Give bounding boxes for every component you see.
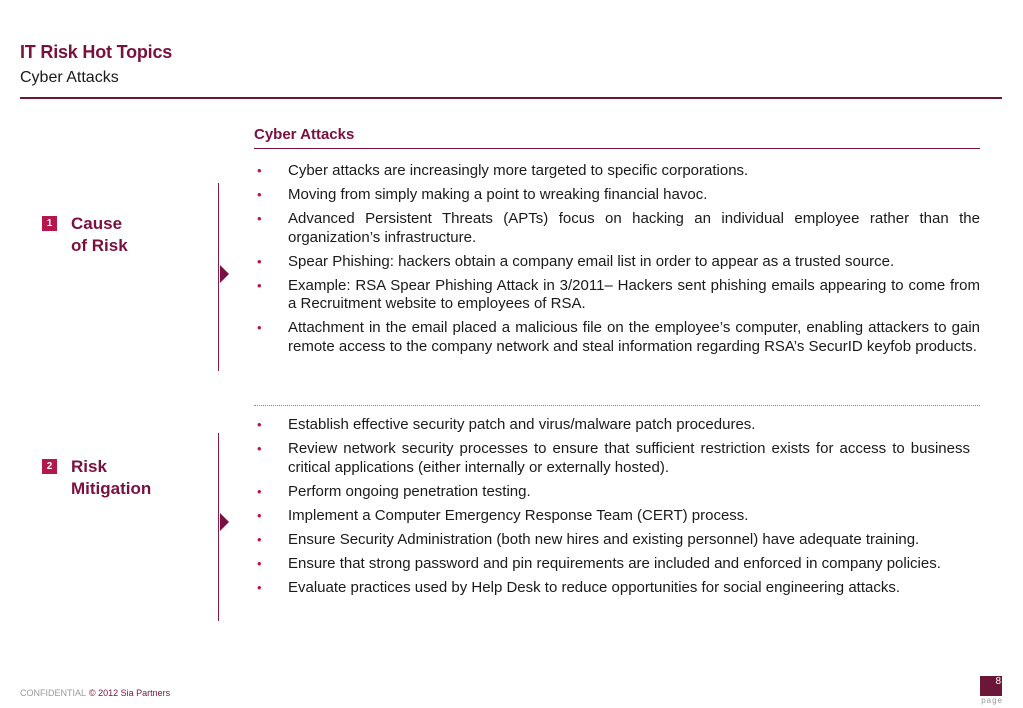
list-item: • Attachment in the email placed a malicious file on the employee’s computer, enabling attackers to gain remote access to the company network and steal information regarding RSA’s SecurID keyfob products. [254, 319, 980, 356]
page-title: IT Risk Hot Topics [20, 42, 173, 62]
cause-number-badge: 1 [42, 216, 57, 231]
list-item: • Cyber attacks are increasingly more targeted to specific corporations. [254, 162, 980, 181]
mitigation-label-line1: Risk [71, 457, 107, 476]
list-item: • Ensure Security Administration (both new hires and existing personnel) have adequate training. [254, 531, 970, 550]
footer-copyright: © 2012 Sia Partners [89, 688, 171, 698]
section-heading: Cyber Attacks [254, 126, 355, 143]
header-divider [20, 97, 1002, 99]
list-item: • Ensure that strong password and pin requirements are included and enforced in company policies. [254, 555, 970, 574]
cause-arrow-icon [220, 265, 229, 283]
list-item: • Evaluate practices used by Help Desk to reduce opportunities for social engineering attacks. [254, 579, 970, 598]
mitigation-label-line2: Mitigation [71, 479, 152, 498]
cause-label-line1: Cause [71, 214, 123, 233]
page-label: page [981, 696, 1003, 705]
mitigation-bullet-list [254, 416, 970, 603]
cause-bullet-list [254, 162, 980, 362]
mitigation-label [71, 456, 151, 500]
list-item: • Perform ongoing penetration testing. [254, 483, 970, 502]
mitigation-arrow-icon [220, 513, 229, 531]
list-item: • Implement a Computer Emergency Response Team (CERT) process. [254, 507, 970, 526]
list-item: • Establish effective security patch and virus/malware patch procedures. [254, 416, 970, 435]
mitigation-bracket-line [218, 433, 219, 621]
footer-confidential: CONFIDENTIAL [20, 688, 87, 698]
section-divider [254, 148, 980, 149]
list-item: • Moving from simply making a point to wreaking financial havoc. [254, 186, 980, 205]
page-number: 8 [995, 676, 1001, 687]
mitigation-number-badge: 2 [42, 459, 57, 474]
list-item: • Example: RSA Spear Phishing Attack in 3/2011– Hackers sent phishing emails appearing to come from a Recruitment website to employees of RSA. [254, 277, 980, 314]
cause-bracket-line [218, 183, 219, 371]
page-subtitle: Cyber Attacks [20, 69, 119, 86]
cause-label-line2: of Risk [71, 236, 128, 255]
list-item: • Review network security processes to ensure that sufficient restriction exists for access to business critical applications (either internally or externally hosted). [254, 440, 970, 477]
list-item: • Spear Phishing: hackers obtain a company email list in order to appear as a trusted source. [254, 253, 980, 272]
list-item: • Advanced Persistent Threats (APTs) focus on hacking an individual employee rather than the organization’s infrastructure. [254, 210, 980, 247]
dotted-divider [254, 405, 980, 406]
cause-label [71, 213, 128, 257]
